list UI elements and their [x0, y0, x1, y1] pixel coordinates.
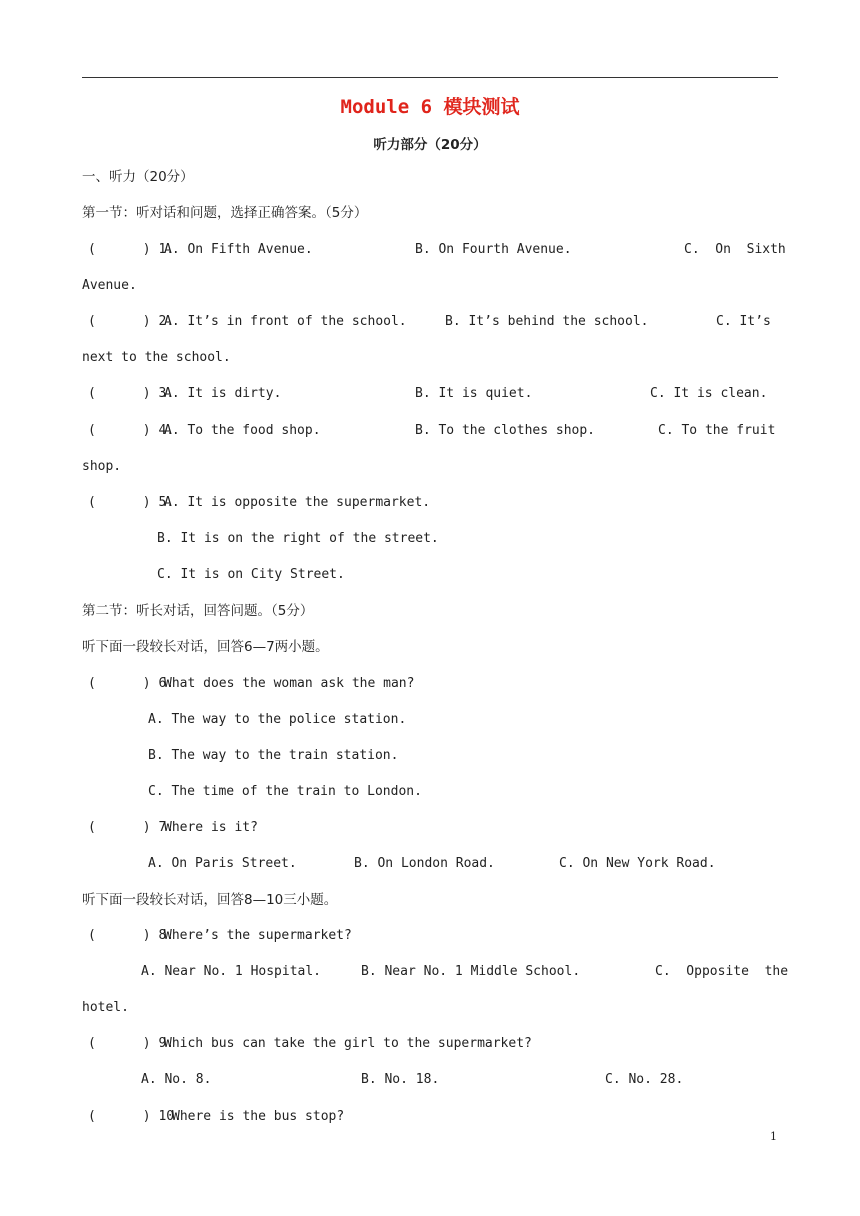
section-subtitle: 听力部分（20分）: [373, 137, 487, 153]
q9-number: ( ) 9.: [88, 1036, 182, 1051]
section-heading-1: 第一节：听对话和问题，选择正确答案。（5分）: [82, 205, 368, 221]
q9-option-b: B. No. 18.: [361, 1072, 440, 1087]
q6-number: ( ) 6.: [88, 676, 182, 691]
q8-stem: Where’s the supermarket?: [164, 928, 352, 943]
q8-number: ( ) 8.: [88, 928, 182, 943]
q3-option-c: C. It is clean.: [650, 386, 768, 401]
q2-continuation: next to the school.: [82, 350, 231, 365]
q6-option-c: C. The time of the train to London.: [148, 784, 422, 799]
q2-option-b: B. It’s behind the school.: [445, 314, 649, 329]
q7-stem: Where is it?: [164, 820, 258, 835]
part-heading: 一、听力（20分）: [82, 169, 194, 185]
q3-number: ( ) 3.: [88, 386, 182, 401]
q4-option-b: B. To the clothes shop.: [415, 423, 596, 438]
q2-number: ( ) 2.: [88, 314, 182, 329]
q5-option-a: A. It is opposite the supermarket.: [164, 495, 431, 510]
q2-option-c: C. It’s: [716, 314, 771, 329]
page-number: 1: [770, 1130, 777, 1143]
q5-option-b: B. It is on the right of the street.: [157, 531, 439, 546]
q9-stem: Which bus can take the girl to the supermarket?: [164, 1036, 532, 1051]
q4-number: ( ) 4.: [88, 423, 182, 438]
instruction-6-7: 听下面一段较长对话，回答6—7两小题。: [82, 639, 329, 655]
q8-continuation: hotel.: [82, 1000, 129, 1015]
q7-option-b: B. On London Road.: [354, 856, 495, 871]
q1-number: ( ) 1.: [88, 242, 182, 257]
q6-option-b: B. The way to the train station.: [148, 748, 399, 763]
q9-option-a: A. No. 8.: [141, 1072, 212, 1087]
q4-continuation: shop.: [82, 459, 122, 474]
q7-option-c: C. On New York Road.: [559, 856, 716, 871]
q4-option-c: C. To the fruit: [658, 423, 776, 438]
q1-continuation: Avenue.: [82, 278, 137, 293]
q1-option-a: A. On Fifth Avenue.: [164, 242, 313, 257]
q5-option-c: C. It is on City Street.: [157, 567, 345, 582]
q8-option-c: C. Opposite the: [655, 964, 789, 979]
q4-option-a: A. To the food shop.: [164, 423, 321, 438]
q7-option-a: A. On Paris Street.: [148, 856, 297, 871]
q6-stem: What does the woman ask the man?: [164, 676, 415, 691]
q10-number: ( ) 10.: [88, 1109, 190, 1124]
top-rule: [82, 77, 778, 78]
q5-number: ( ) 5.: [88, 495, 182, 510]
q3-option-b: B. It is quiet.: [415, 386, 533, 401]
section-heading-2: 第二节：听长对话，回答问题。（5分）: [82, 603, 314, 619]
page-title: Module 6 模块测试: [340, 96, 520, 118]
q9-option-c: C. No. 28.: [605, 1072, 684, 1087]
instruction-8-10: 听下面一段较长对话，回答8—10三小题。: [82, 892, 338, 908]
q7-number: ( ) 7.: [88, 820, 182, 835]
q8-option-a: A. Near No. 1 Hospital.: [141, 964, 322, 979]
q10-stem: Where is the bus stop?: [172, 1109, 345, 1124]
q3-option-a: A. It is dirty.: [164, 386, 282, 401]
q6-option-a: A. The way to the police station.: [148, 712, 407, 727]
q1-option-c: C. On Sixth: [684, 242, 786, 257]
q2-option-a: A. It’s in front of the school.: [164, 314, 407, 329]
q8-option-b: B. Near No. 1 Middle School.: [361, 964, 581, 979]
q1-option-b: B. On Fourth Avenue.: [415, 242, 572, 257]
